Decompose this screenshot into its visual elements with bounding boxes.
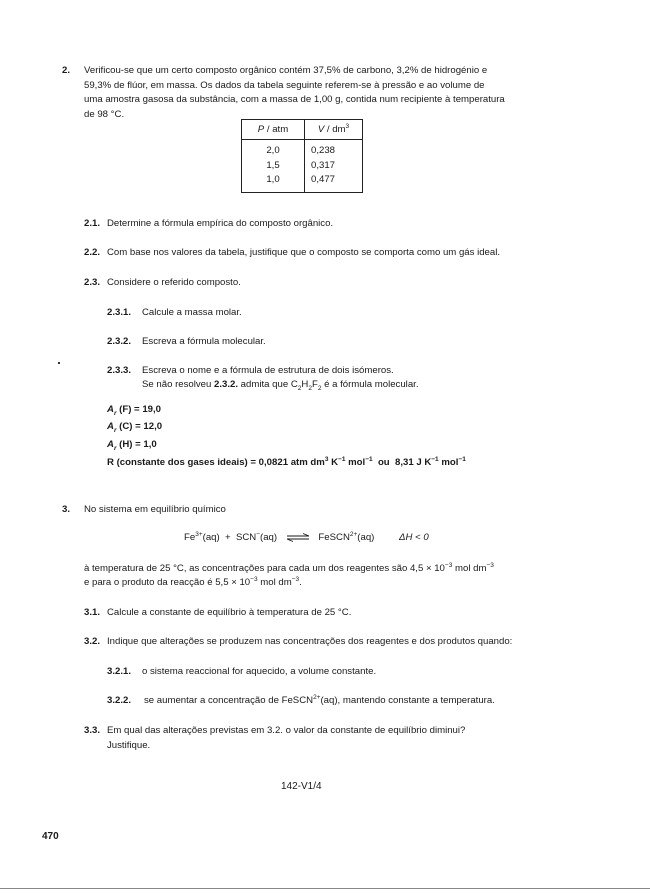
question-3-2-1-number: 3.2.1. xyxy=(107,666,132,677)
volume-value: 0,238 xyxy=(311,145,336,156)
question-3-1-number: 3.1. xyxy=(84,607,101,618)
question-3-3-text xyxy=(107,724,465,753)
pressure-value: 1,0 xyxy=(266,174,280,185)
question-2-3-1-text: Calcule a massa molar. xyxy=(142,307,242,318)
atomic-mass-fluorine: $A_r$ (F) = 19,0 xyxy=(107,404,161,417)
question-2-intro-line-4: de 98 °C. xyxy=(84,108,125,120)
question-3-number: 3. xyxy=(62,504,71,515)
table-header-pressure: P / atm xyxy=(242,120,305,140)
atomic-mass-carbon: $A_r$ (C) = 12,0 xyxy=(107,421,163,434)
table-row xyxy=(242,140,363,193)
question-3-3-number: 3.3. xyxy=(84,725,101,736)
question-2-1-text: Determine a fórmula empírica do composto orgânico. xyxy=(107,218,334,229)
question-2-intro xyxy=(84,64,559,122)
pressure-volume-table xyxy=(241,119,363,193)
question-2-intro-line-3: uma amostra gasosa da substância, com a massa de 1,00 g, contida num recipiente à temperatura xyxy=(84,94,505,105)
question-3-2-text: Indique que alterações se produzem nas concentrações dos reagentes e dos produtos quando: xyxy=(107,636,513,647)
question-2-3-number: 2.3. xyxy=(84,277,101,288)
question-2-3-3-note: Se não resolveu 2.3.2. admita que $C_2H_2F_2$ é a fórmula molecular. xyxy=(142,379,419,392)
question-2-1-number: 2.1. xyxy=(84,218,101,229)
equilibrium-equation: $Fe^{3+}(aq) + SCN^-(aq)$ FeSCN$^{2+}$(aq) ΔH < 0 xyxy=(184,530,429,543)
bottom-divider xyxy=(0,888,650,889)
pressure-values-cell xyxy=(242,140,305,193)
question-2-3-3-number: 2.3.3. xyxy=(107,365,132,376)
question-2-2-number: 2.2. xyxy=(84,247,101,258)
question-3-2-2-text: se aumentar a concentração de FeSCN$^{2+}$(aq), mantendo constante a temperatura. xyxy=(144,693,495,706)
equilibrium-arrow-icon xyxy=(286,533,310,542)
question-3-intro: No sistema em equilíbrio químico xyxy=(84,504,226,515)
question-2-3-3-text: Escreva o nome e a fórmula de estrutura de dois isómeros. xyxy=(142,365,394,376)
question-2-number: 2. xyxy=(62,65,71,76)
question-2-3-text: Considere o referido composto. xyxy=(107,277,241,288)
exam-code: 142-V1/4 xyxy=(281,781,322,792)
volume-value: 0,477 xyxy=(311,174,336,185)
atomic-mass-hydrogen: $A_r$ (H) = 1,0 xyxy=(107,439,157,452)
pressure-value: 1,5 xyxy=(266,159,280,171)
question-2-3-2-text: Escreva a fórmula molecular. xyxy=(142,336,266,347)
question-2-intro-line-2: 59,3% de flúor, em massa. Os dados da tabela seguinte referem-se à pressão e ao volume de xyxy=(84,79,485,91)
question-3-2-1-text: o sistema reaccional for aquecido, a volume constante. xyxy=(142,666,377,677)
table-header-volume: V / $dm^3$ xyxy=(305,120,363,140)
question-2-3-1-number: 2.3.1. xyxy=(107,307,132,318)
question-3-2-number: 3.2. xyxy=(84,636,101,647)
question-2-intro-line-1: Verificou-se que um certo composto orgânico contém 37,5% de carbono, 3,2% de hidrogénio e xyxy=(84,65,488,76)
question-3-1-text: Calcule a constante de equilíbrio à temperatura de 25 °C. xyxy=(107,607,352,618)
question-2-3-2-number: 2.3.2. xyxy=(107,336,132,347)
table-header-row xyxy=(242,120,363,140)
pressure-value: 2,0 xyxy=(266,145,280,156)
gas-constant: R (constante dos gases ideais) = 0,0821 atm $dm^3$ $K^{-1}$ mol$^{-1}$ ou 8,31 J $K^{-1}$ mol$^{-1}$ xyxy=(107,455,466,468)
question-3-3-line-2: Justifique. xyxy=(107,739,151,751)
question-3-3-line-1: Em qual das alterações previstas em 3.2. o valor da constante de equilíbrio diminui? xyxy=(107,725,466,736)
volume-values-cell xyxy=(305,140,363,193)
page-number: 470 xyxy=(42,831,59,842)
volume-value: 0,317 xyxy=(311,159,336,171)
question-3-text-line-1: à temperatura de 25 °C, as concentrações para cada um dos reagentes são $4,5 \times 10^{-3}$ mol $dm^{-3}$ xyxy=(84,561,494,574)
question-2-2-text: Com base nos valores da tabela, justifique que o composto se comporta como um gás ideal. xyxy=(107,247,501,258)
question-3-text-line-2: e para o produto da reacção é $5,5 \times 10^{-3}$ mol $dm^{-3}$. xyxy=(84,575,302,588)
stray-mark xyxy=(58,362,60,364)
question-3-2-2-number: 3.2.2. xyxy=(107,695,132,706)
enthalpy-change: ΔH < 0 xyxy=(399,532,429,543)
